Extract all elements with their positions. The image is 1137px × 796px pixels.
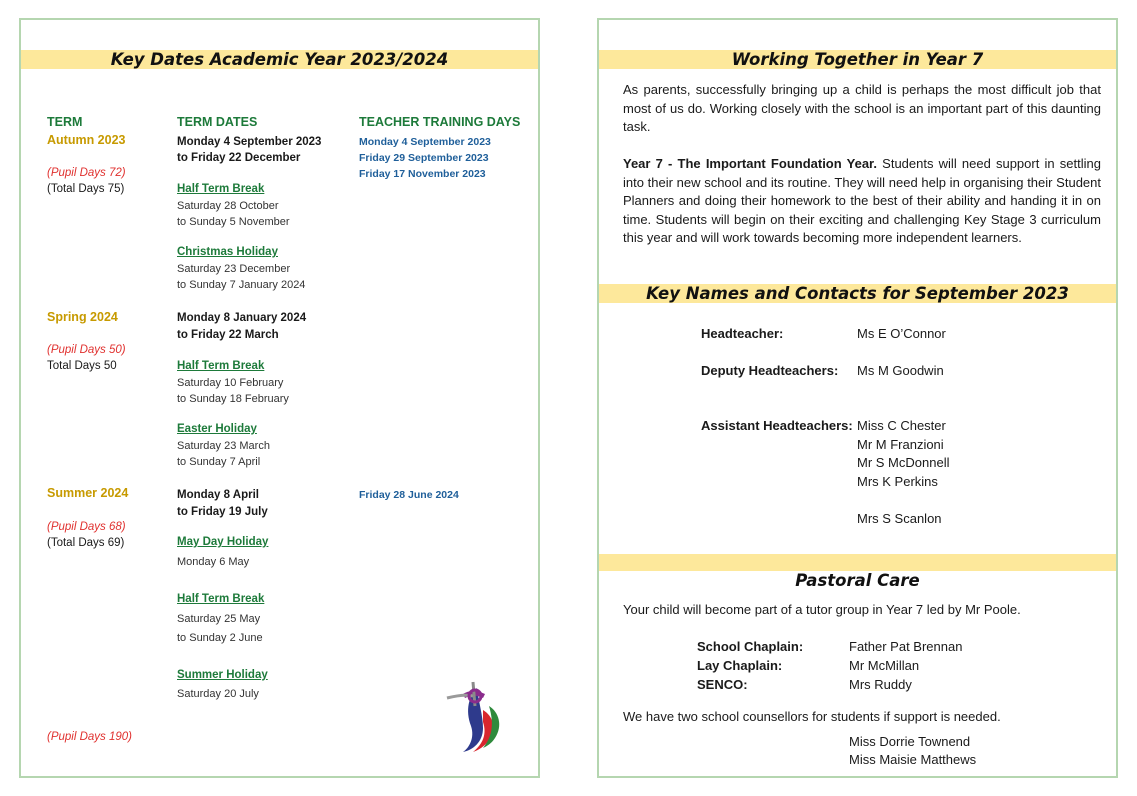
working-together-title: Working Together in Year 7 — [599, 50, 1116, 69]
autumn-end-date: to Friday 22 December — [177, 152, 301, 164]
spring-pupil-days: (Pupil Days 50) — [47, 344, 126, 356]
key-dates-title: Key Dates Academic Year 2023/2024 — [21, 50, 538, 69]
chaplain-name: Father Pat Brennan — [849, 639, 963, 654]
counsellor-name: Miss Dorrie Townend — [849, 734, 971, 749]
assistant-label: Assistant Headteachers: — [701, 418, 853, 433]
autumn-total-days: (Total Days 75) — [47, 183, 125, 195]
autumn-training-day-1: Monday 4 September 2023 — [359, 136, 491, 148]
summer-half-term-title: Half Term Break — [177, 593, 265, 605]
total-pupil-days: (Pupil Days 190) — [47, 731, 133, 743]
summer-half-term-end: to Sunday 2 June — [177, 632, 263, 644]
deputy-name: Ms M Goodwin — [857, 363, 944, 378]
counsellor-intro: We have two school counsellors for students if support is needed. — [623, 709, 1001, 724]
foundation-year-paragraph — [623, 155, 1101, 248]
contacts-title: Key Names and Contacts for September 2023 — [599, 284, 1116, 303]
spring-total-days: Total Days 50 — [47, 360, 117, 372]
autumn-half-term-end: to Sunday 5 November — [177, 216, 290, 228]
term-column-header: TERM — [47, 115, 83, 129]
summer-holiday-date: Saturday 20 July — [177, 688, 259, 700]
pastoral-title: Pastoral Care — [795, 571, 920, 590]
lay-chaplain-name: Mr McMillan — [849, 658, 920, 673]
assistant-name: Mr M Franzioni — [857, 437, 944, 452]
may-day-holiday-date: Monday 6 May — [177, 556, 250, 568]
spring-end-date: to Friday 22 March — [177, 329, 279, 341]
key-dates-panel — [19, 18, 540, 778]
school-crest-logo — [443, 676, 507, 756]
summer-total-days: (Total Days 69) — [47, 537, 125, 549]
summer-end-date: to Friday 19 July — [177, 506, 268, 518]
spring-term-name: Spring 2024 — [47, 310, 118, 324]
assistant-name: Mrs S Scanlon — [857, 511, 942, 526]
spring-half-term-start: Saturday 10 February — [177, 377, 284, 389]
information-panel — [597, 18, 1118, 778]
headteacher-label: Headteacher: — [701, 326, 784, 341]
christmas-holiday-title: Christmas Holiday — [177, 246, 278, 258]
autumn-term-name: Autumn 2023 — [47, 133, 126, 147]
senco-name: Mrs Ruddy — [849, 677, 912, 692]
autumn-half-term-title: Half Term Break — [177, 183, 265, 195]
intro-paragraph: As parents, successfully bringing up a child is perhaps the most difficult job that most of us do. Working closely with the school is an important part of this daunting task. — [623, 82, 1101, 134]
autumn-pupil-days: (Pupil Days 72) — [47, 167, 126, 179]
lay-chaplain-label: Lay Chaplain: — [697, 658, 783, 673]
summer-half-term-start: Saturday 25 May — [177, 613, 261, 625]
spring-half-term-title: Half Term Break — [177, 360, 265, 372]
easter-holiday-start: Saturday 23 March — [177, 440, 270, 452]
training-days-column-header: TEACHER TRAINING DAYS — [359, 115, 521, 129]
autumn-start-date: Monday 4 September 2023 — [177, 136, 322, 148]
deputy-label: Deputy Headteachers: — [701, 363, 839, 378]
summer-training-day: Friday 28 June 2024 — [359, 489, 459, 501]
summer-pupil-days: (Pupil Days 68) — [47, 521, 126, 533]
summer-start-date: Monday 8 April — [177, 489, 259, 501]
autumn-training-day-3: Friday 17 November 2023 — [359, 168, 486, 180]
foundation-year-heading: Year 7 - The Important Foundation Year. — [623, 156, 877, 171]
senco-label: SENCO: — [697, 677, 748, 692]
pastoral-band — [599, 554, 1116, 571]
easter-holiday-end: to Sunday 7 April — [177, 456, 261, 468]
chaplain-label: School Chaplain: — [697, 639, 804, 654]
autumn-half-term-start: Saturday 28 October — [177, 200, 279, 212]
christmas-holiday-start: Saturday 23 December — [177, 263, 291, 275]
term-dates-column-header: TERM DATES — [177, 115, 258, 129]
christmas-holiday-end: to Sunday 7 January 2024 — [177, 279, 306, 291]
assistant-name: Mrs K Perkins — [857, 474, 938, 489]
autumn-training-day-2: Friday 29 September 2023 — [359, 152, 489, 164]
counsellor-name: Miss Maisie Matthews — [849, 752, 977, 767]
spring-start-date: Monday 8 January 2024 — [177, 312, 307, 324]
summer-term-name: Summer 2024 — [47, 486, 129, 500]
summer-holiday-title: Summer Holiday — [177, 669, 268, 681]
easter-holiday-title: Easter Holiday — [177, 423, 257, 435]
may-day-holiday-title: May Day Holiday — [177, 536, 269, 548]
spring-half-term-end: to Sunday 18 February — [177, 393, 289, 405]
assistant-name: Miss C Chester — [857, 418, 946, 433]
pastoral-intro: Your child will become part of a tutor group in Year 7 led by Mr Poole. — [623, 602, 1021, 617]
foundation-year-text: Students will need support in settling into their new school and its routine. They will need help in organising their Student Planners and doing their homework to the best of their ability and handing it in on time. Students will begin on their exciting and challenging Key Stage 3 curriculum this year and will work towards becoming more independent learners. — [623, 156, 1101, 245]
assistant-name: Mr S McDonnell — [857, 455, 950, 470]
headteacher-name: Ms E O’Connor — [857, 326, 946, 341]
